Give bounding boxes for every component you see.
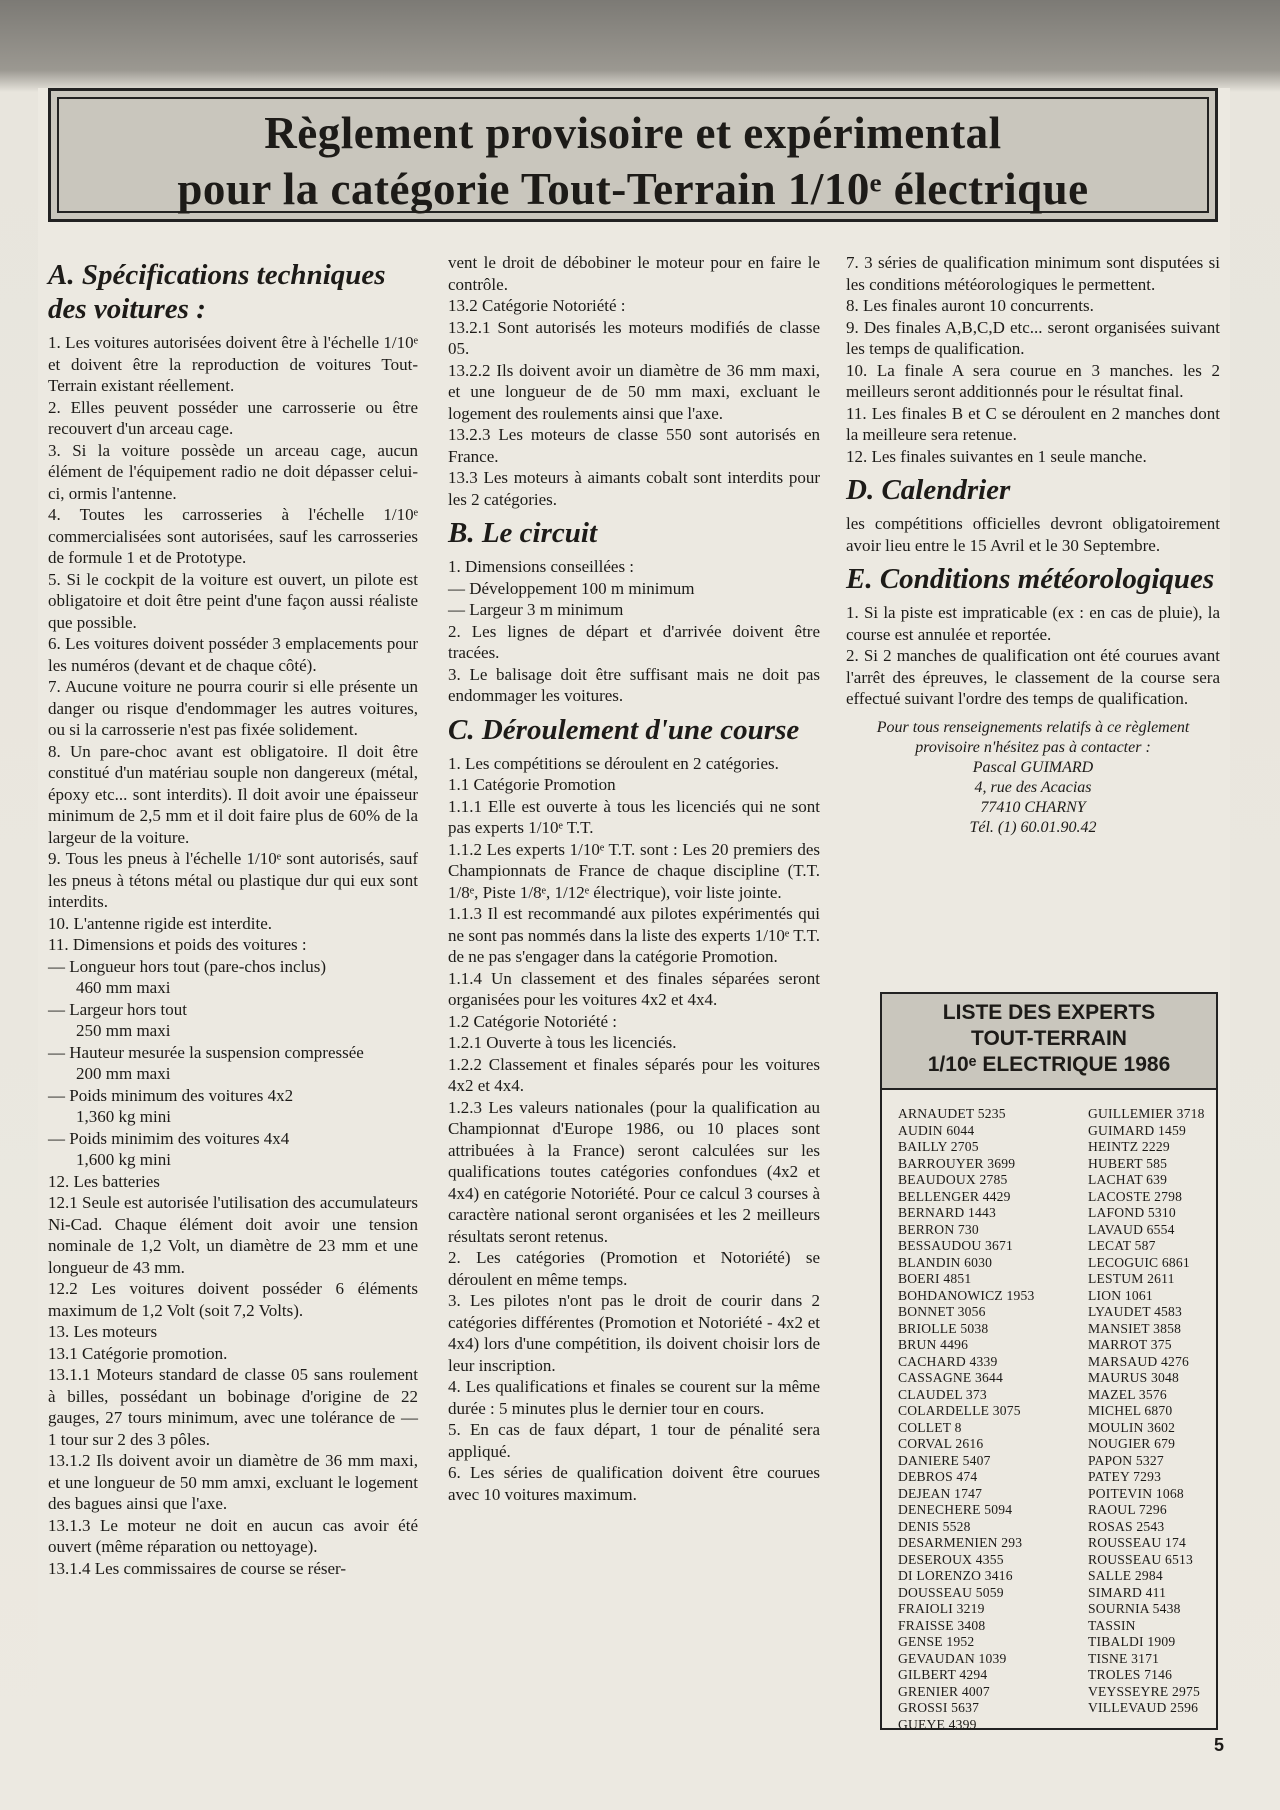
- contact-line-2: provisoire n'hésitez pas à contacter :: [915, 738, 1151, 756]
- paragraph: 10. La finale A sera courue en 3 manches. les 2 meilleurs seront additionnés pour le résultat final.: [846, 360, 1220, 401]
- expert-entry: SIMARD 411: [1088, 1584, 1167, 1600]
- paragraph: 13.1.3 Le moteur ne doit en aucun cas avoir été ouvert (même réparation ou nettoyage).: [48, 1515, 418, 1556]
- column-1-body: [48, 332, 418, 1579]
- heading-b: B. Le circuit: [448, 517, 598, 549]
- paragraph: 1.1.2 Les experts 1/10ᵉ T.T. sont : Les 20 premiers des Championnats de France de chaque discipline (T.T. 1/8ᵉ, Piste 1/8ᵉ, 1/12ᵉ électrique), voir liste jointe.: [448, 839, 820, 902]
- experts-title-line-3: 1/10ᵉ ELECTRIQUE 1986: [927, 1053, 1171, 1076]
- paragraph: 5. En cas de faux départ, 1 tour de pénalité sera appliqué.: [448, 1420, 820, 1461]
- expert-entry: GROSSI 5637: [898, 1700, 980, 1715]
- paragraph: 8. Les finales auront 10 concurrents.: [846, 296, 1094, 315]
- paragraph: 3. Le balisage doit être suffisant mais ne doit pas endommager les voitures.: [448, 664, 820, 705]
- paragraph: 9. Tous les pneus à l'échelle 1/10ᵉ sont autorisés, sauf les pneus à tétons métal ou plastique dur qui eux sont interdits.: [48, 849, 418, 911]
- paragraph: 1. Les voitures autorisées doivent être à l'échelle 1/10ᵉ et doivent être la reproduction de voitures Tout-Terrain existant réellement.: [48, 333, 418, 395]
- expert-entry: BELLENGER 4429: [898, 1188, 1011, 1204]
- title-line-2: pour la catégorie Tout-Terrain 1/10ᵉ électrique: [177, 164, 1089, 214]
- experts-list-right: [1088, 1106, 1218, 1717]
- paragraph: 12. Les batteries: [48, 1171, 160, 1191]
- paragraph: 13.2 Catégorie Notoriété :: [448, 296, 626, 315]
- title-line-1: Règlement provisoire et expérimental: [264, 108, 1002, 158]
- expert-entry: MARSAUD 4276: [1088, 1353, 1189, 1369]
- expert-entry: DI LORENZO 3416: [898, 1568, 1013, 1583]
- expert-entry: BOHDANOWICZ 1953: [898, 1287, 1035, 1303]
- paragraph: 8. Un pare-choc avant est obligatoire. Il doit être constitué d'un matériau souple non dangereux (métal, époxy etc... sont interdits). Il doit avoir une épaisseur minimum de 2,5 mm et il doit faire plus de 60% de la largeur de la voiture.: [48, 741, 418, 847]
- paragraph: vent le droit de débobiner le moteur pour en faire le contrôle.: [448, 253, 820, 294]
- paragraph: 7. 3 séries de qualification minimum sont disputées si les conditions météorologiques le permettent.: [846, 253, 1220, 294]
- experts-heading: [882, 994, 1216, 1090]
- paragraph: — Développement 100 m minimum: [448, 578, 695, 598]
- paragraph: 13.3 Les moteurs à aimants cobalt sont interdits pour les 2 catégories.: [448, 468, 820, 509]
- paragraph: 13. Les moteurs: [48, 1322, 158, 1341]
- paragraph: 250 mm maxi: [76, 1021, 171, 1040]
- expert-entry: TISNE 3171: [1088, 1650, 1160, 1666]
- expert-entry: MAZEL 3576: [1088, 1386, 1167, 1402]
- expert-entry: CORVAL 2616: [898, 1436, 984, 1451]
- paragraph: — Poids minimum des voitures 4x2: [48, 1085, 294, 1105]
- expert-entry: BOERI 4851: [898, 1271, 972, 1286]
- expert-entry: MICHEL 6870: [1088, 1403, 1173, 1418]
- expert-entry: BONNET 3056: [898, 1304, 986, 1319]
- expert-entry: BARROUYER 3699: [898, 1155, 1016, 1171]
- expert-entry: ROSAS 2543: [1088, 1518, 1165, 1534]
- expert-entry: GENSE 1952: [898, 1634, 975, 1649]
- paragraph: 1.1.4 Un classement et des finales séparées seront organisées pour les voitures 4x2 et 4x4.: [448, 968, 820, 1009]
- paragraph: 1.1.3 Il est recommandé aux pilotes expérimentés qui ne sont pas nommés dans la liste des experts 1/10ᵉ T.T. de ne pas s'engager dans la catégorie Promotion.: [448, 904, 820, 966]
- column-3: [846, 252, 1220, 838]
- paragraph: 2. Si 2 manches de qualification ont été courues avant l'arrêt des épreuves, le classement de la course sera effectué suivant l'ordre des temps de qualification.: [846, 646, 1220, 708]
- expert-entry: BAILLY 2705: [898, 1139, 979, 1154]
- expert-entry: GILBERT 4294: [898, 1667, 988, 1682]
- paragraph: 13.1.2 Ils doivent avoir un diamètre de 36 mm maxi, et une longueur de 50 mm amxi, excluant le logement des bagues ainsi que l'axe.: [48, 1451, 418, 1513]
- paragraph: 1.2.2 Classement et finales séparés pour les voitures 4x2 et 4x4.: [448, 1054, 820, 1095]
- expert-entry: HEINTZ 2229: [1088, 1139, 1170, 1154]
- section-b-body: [448, 556, 820, 707]
- expert-entry: LECOGUIC 6861: [1088, 1254, 1190, 1270]
- expert-entry: FRAIOLI 3219: [898, 1601, 985, 1616]
- expert-entry: GRENIER 4007: [898, 1683, 990, 1699]
- expert-entry: COLARDELLE 3075: [898, 1403, 1021, 1418]
- contact-name: Pascal GUIMARD: [972, 758, 1094, 776]
- expert-entry: DESEROUX 4355: [898, 1551, 1004, 1567]
- paragraph: 13.2.3 Les moteurs de classe 550 sont autorisés en France.: [448, 425, 820, 466]
- expert-entry: SOURNIA 5438: [1088, 1601, 1181, 1616]
- paragraph: 13.2.2 Ils doivent avoir un diamètre de 36 mm maxi, et une longueur de de 50 mm maxi, excluant le logement des roulements ainsi que l'axe.: [448, 360, 820, 423]
- expert-entry: BESSAUDOU 3671: [898, 1238, 1013, 1253]
- contact-city: 77410 CHARNY: [980, 798, 1086, 816]
- expert-entry: MANSIET 3858: [1088, 1320, 1182, 1336]
- contact-block: [846, 718, 1220, 838]
- expert-entry: DEJEAN 1747: [898, 1485, 983, 1501]
- experts-title-line-1: LISTE DES EXPERTS: [942, 1001, 1156, 1024]
- expert-entry: DESARMENIEN 293: [898, 1535, 1023, 1550]
- paragraph: 13.1.1 Moteurs standard de classe 05 sans roulement à billes, possédant un bobinage d'origine de 22 gauges, 27 tours minimum, avec une tolérance de — 1 tour sur 2 des 3 pôles.: [48, 1365, 418, 1449]
- expert-entry: LACOSTE 2798: [1088, 1188, 1183, 1204]
- paragraph: 2. Les catégories (Promotion et Notoriété) se déroulent en même temps.: [448, 1248, 820, 1289]
- expert-entry: BERRON 730: [898, 1221, 979, 1237]
- paragraph: — Longueur hors tout (pare-chos inclus): [48, 956, 327, 976]
- expert-entry: AUDIN 6044: [898, 1122, 975, 1138]
- experts-list-box: [880, 992, 1218, 1730]
- paragraph: 5. Si le cockpit de la voiture est ouvert, un pilote est obligatoire et doit être peint d'une façon aussi réaliste que possible.: [48, 569, 418, 632]
- expert-entry: DANIERE 5407: [898, 1452, 991, 1468]
- paragraph: — Largeur 3 m minimum: [448, 600, 624, 619]
- expert-entry: LAFOND 5310: [1088, 1205, 1176, 1220]
- column-3-top: [846, 252, 1220, 467]
- title-box: [48, 88, 1218, 222]
- paragraph: 13.1.4 Les commissaires de course se réser-: [48, 1558, 347, 1578]
- paragraph: 13.2.1 Sont autorisés les moteurs modifiés de classe 05.: [448, 317, 820, 358]
- expert-entry: ROUSSEAU 6513: [1088, 1551, 1193, 1567]
- paragraph: 1. Les compétitions se déroulent en 2 catégories.: [448, 753, 779, 773]
- expert-entry: VILLEVAUD 2596: [1088, 1700, 1199, 1715]
- column-1: [48, 252, 418, 1579]
- expert-entry: LAVAUD 6554: [1088, 1221, 1175, 1237]
- contact-line-1: Pour tous renseignements relatifs à ce règlement: [876, 718, 1190, 736]
- paragraph: 4. Les qualifications et finales se courent sur la même durée : 5 minutes plus le dernier tour en cours.: [448, 1377, 820, 1418]
- paragraph: 11. Les finales B et C se déroulent en 2 manches dont la meilleure sera retenue.: [846, 403, 1220, 444]
- expert-entry: LION 1061: [1088, 1287, 1153, 1303]
- expert-entry: BEAUDOUX 2785: [898, 1172, 1008, 1187]
- paragraph: 7. Aucune voiture ne pourra courir si elle présente un danger ou risque d'endommager les autres voitures, ou si la carrosserie n'est pas fixée solidement.: [48, 677, 418, 739]
- expert-entry: VEYSSEYRE 2975: [1088, 1683, 1200, 1699]
- paragraph: 1. Si la piste est impraticable (ex : en cas de pluie), la course est annulée et reportée.: [846, 603, 1220, 644]
- paragraph: 1.2.3 Les valeurs nationales (pour la qualification au Championnat d'Europe 1986, ou 10 places sont attribuées à la France) seront calculées sur les qualifications toutes catégories confondues (4x2 et 4x4) en catégorie Notoriété. Pour ce calcul 3 courses à caractère national seront organisées et les 2 meilleurs résultats seront retenus.: [448, 1097, 820, 1246]
- expert-entry: TIBALDI 1909: [1088, 1634, 1176, 1649]
- expert-entry: CLAUDEL 373: [898, 1386, 987, 1402]
- paragraph: 12.2 Les voitures doivent posséder 6 éléments maximum de 1,2 Volt (soit 7,2 Volts).: [48, 1279, 418, 1320]
- expert-entry: BERNARD 1443: [898, 1205, 996, 1220]
- page-title: [51, 105, 1215, 217]
- paragraph: 6. Les voitures doivent posséder 3 emplacements pour les numéros (devant et de chaque côté).: [48, 634, 418, 675]
- expert-entry: NOUGIER 679: [1088, 1436, 1176, 1451]
- expert-entry: TROLES 7146: [1088, 1667, 1173, 1682]
- expert-entry: LESTUM 2611: [1088, 1271, 1175, 1286]
- expert-entry: BRUN 4496: [898, 1337, 969, 1352]
- expert-entry: CASSAGNE 3644: [898, 1370, 1003, 1385]
- paragraph: 13.1 Catégorie promotion.: [48, 1343, 228, 1363]
- expert-entry: CACHARD 4339: [898, 1353, 998, 1369]
- paragraph: 10. L'antenne rigide est interdite.: [48, 913, 272, 933]
- column-2: [448, 252, 820, 1505]
- section-d-text: les compétitions officielles devront obligatoirement avoir lieu entre le 15 Avril et le 30 Septembre.: [846, 514, 1220, 555]
- expert-entry: TASSIN: [1088, 1617, 1136, 1633]
- expert-entry: GUILLEMIER 3718: [1088, 1106, 1205, 1121]
- heading-e: E. Conditions météorologiques: [846, 563, 1215, 595]
- paragraph: 9. Des finales A,B,C,D etc... seront organisées suivant les temps de qualification.: [846, 317, 1220, 358]
- heading-a: A. Spécifications techniques des voitures :: [48, 259, 386, 325]
- expert-entry: LECAT 587: [1088, 1238, 1156, 1253]
- experts-list-left: [898, 1106, 1078, 1733]
- expert-entry: PATEY 7293: [1088, 1469, 1162, 1484]
- paragraph: 200 mm maxi: [76, 1064, 171, 1083]
- paragraph: 3. Si la voiture possède un arceau cage, aucun élément de l'équipement radio ne doit dépasser celui-ci, ormis l'antenne.: [48, 440, 418, 503]
- paragraph: 6. Les séries de qualification doivent être courues avec 10 voitures maximum.: [448, 1463, 820, 1504]
- expert-entry: GEVAUDAN 1039: [898, 1650, 1007, 1666]
- paragraph: — Poids minimim des voitures 4x4: [48, 1128, 290, 1148]
- page-number: 5: [1214, 1735, 1225, 1755]
- expert-entry: ARNAUDET 5235: [898, 1106, 1006, 1121]
- expert-entry: FRAISSE 3408: [898, 1617, 986, 1633]
- expert-entry: BLANDIN 6030: [898, 1254, 993, 1270]
- paragraph: 1.2.1 Ouverte à tous les licenciés.: [448, 1033, 677, 1052]
- expert-entry: HUBERT 585: [1088, 1155, 1168, 1171]
- expert-entry: SALLE 2984: [1088, 1568, 1163, 1583]
- paragraph: 1.2 Catégorie Notoriété :: [448, 1011, 618, 1031]
- heading-c: C. Déroulement d'une course: [448, 713, 800, 746]
- paragraph: — Hauteur mesurée la suspension compressée: [48, 1042, 364, 1062]
- paragraph: 3. Les pilotes n'ont pas le droit de courir dans 2 catégories différentes (Promotion et Notoriété - 4x2 et 4x4) lors d'une compétition, ils doivent choisir lors de leur inscription.: [448, 1291, 820, 1375]
- paragraph: 1,360 kg mini: [76, 1107, 171, 1126]
- expert-entry: POITEVIN 1068: [1088, 1485, 1184, 1501]
- expert-entry: PAPON 5327: [1088, 1452, 1164, 1468]
- expert-entry: MAURUS 3048: [1088, 1370, 1179, 1385]
- expert-entry: DENECHERE 5094: [898, 1502, 1013, 1517]
- paragraph: 12.1 Seule est autorisée l'utilisation des accumulateurs Ni-Cad. Chaque élément doit avoir une tension nominale de 1,2 Volt, un diamètre de 23 mm et une longueur de 43 mm.: [48, 1193, 418, 1277]
- column-2-top: [448, 252, 820, 510]
- paragraph: 1.1.1 Elle est ouverte à tous les licenciés qui ne sont pas experts 1/10ᵉ T.T.: [448, 796, 820, 837]
- expert-entry: MARROT 375: [1088, 1337, 1172, 1352]
- experts-title-line-2: TOUT-TERRAIN: [971, 1027, 1127, 1050]
- expert-entry: RAOUL 7296: [1088, 1502, 1167, 1517]
- heading-d: D. Calendrier: [846, 474, 1011, 506]
- paragraph: 1.1 Catégorie Promotion: [448, 775, 616, 794]
- expert-entry: DENIS 5528: [898, 1518, 971, 1534]
- paragraph: 4. Toutes les carrosseries à l'échelle 1/10ᵉ commercialisées sont autorisées, sauf les carrosseries de formule 1 et de Prototype.: [48, 505, 418, 567]
- expert-entry: ROUSSEAU 174: [1088, 1535, 1186, 1550]
- paragraph: 1,600 kg mini: [76, 1150, 171, 1169]
- expert-entry: COLLET 8: [898, 1419, 962, 1435]
- expert-entry: DOUSSEAU 5059: [898, 1584, 1004, 1600]
- paragraph: 11. Dimensions et poids des voitures :: [48, 935, 307, 954]
- expert-entry: DEBROS 474: [898, 1469, 978, 1484]
- paragraph: 2. Elles peuvent posséder une carrosserie ou être recouvert d'un arceau cage.: [48, 397, 418, 438]
- section-e-body: [846, 602, 1220, 710]
- contact-phone: Tél. (1) 60.01.90.42: [969, 818, 1097, 836]
- section-c-body: [448, 753, 820, 1506]
- expert-entry: LYAUDET 4583: [1088, 1304, 1183, 1319]
- paragraph: — Largeur hors tout: [48, 999, 187, 1019]
- expert-entry: MOULIN 3602: [1088, 1419, 1176, 1435]
- paragraph: 2. Les lignes de départ et d'arrivée doivent être tracées.: [448, 621, 820, 662]
- expert-entry: BRIOLLE 5038: [898, 1320, 989, 1336]
- expert-entry: GUIMARD 1459: [1088, 1122, 1186, 1138]
- paragraph: 460 mm maxi: [76, 978, 171, 997]
- expert-entry: GUEYE 4399: [898, 1716, 977, 1732]
- paragraph: 12. Les finales suivantes en 1 seule manche.: [846, 446, 1147, 466]
- contact-street: 4, rue des Acacias: [974, 778, 1092, 796]
- paragraph: 1. Dimensions conseillées :: [448, 557, 635, 576]
- expert-entry: LACHAT 639: [1088, 1172, 1168, 1187]
